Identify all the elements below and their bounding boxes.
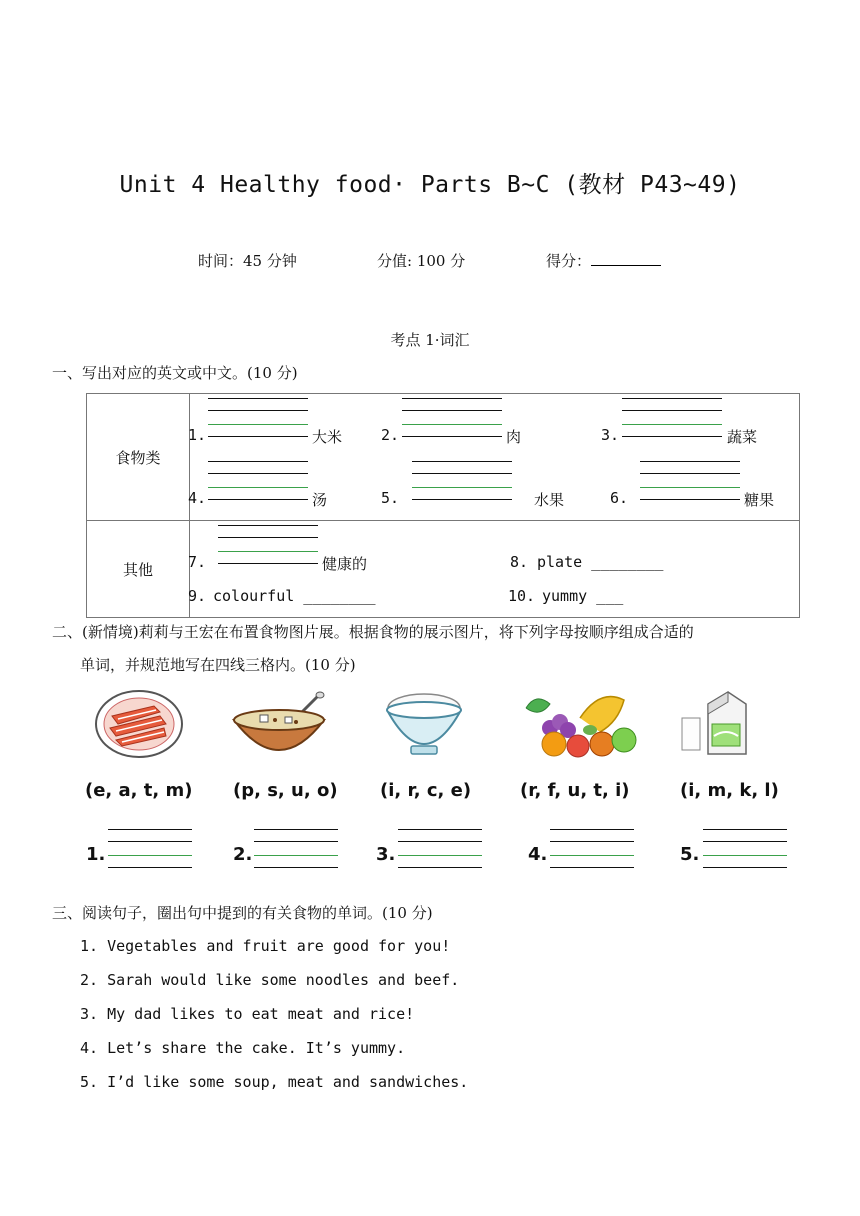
- vocab-answer-grid[interactable]: [402, 398, 502, 434]
- vocab-item-number: 5.: [381, 489, 400, 507]
- grid-line: [550, 855, 634, 856]
- answer-number: 2.: [233, 844, 253, 865]
- sentence-line: 2. Sarah would like some noodles and beef.: [80, 971, 460, 989]
- grid-line: [412, 499, 512, 500]
- sentence-line: 4. Let’s share the cake. It’s yummy.: [80, 1039, 406, 1057]
- grid-line: [108, 855, 192, 856]
- grid-line: [208, 410, 308, 411]
- grid-line: [622, 410, 722, 411]
- grid-line: [622, 398, 722, 399]
- grid-line: [412, 487, 512, 488]
- section2-heading-line2: 单词，并规范地写在四线三格内。(10 分): [80, 656, 356, 674]
- vocab-item-word: 健康的: [322, 555, 368, 573]
- vocab-item-number: 1.: [188, 426, 207, 444]
- grid-line: [254, 829, 338, 830]
- vocab-item-word: 肉: [506, 428, 522, 446]
- grid-line: [208, 424, 308, 425]
- grid-line: [398, 855, 482, 856]
- vocab-item-word: plate ________: [537, 553, 664, 571]
- grid-line: [254, 855, 338, 856]
- grid-line: [703, 829, 787, 830]
- vocab-answer-grid[interactable]: [412, 461, 512, 497]
- score-blank[interactable]: [591, 251, 661, 266]
- vocab-answer-grid[interactable]: [622, 398, 722, 434]
- grid-line: [208, 398, 308, 399]
- score-field[interactable]: [546, 250, 661, 271]
- grid-line: [254, 867, 338, 868]
- word-answer-grid[interactable]: [398, 829, 482, 865]
- section2-heading-line1: 二、(新情境)莉莉与王宏在布置食物图片展。根据食物的展示图片，将下列字母按顺序组成合适的: [52, 623, 694, 641]
- grid-line: [402, 424, 502, 425]
- grid-line: [208, 473, 308, 474]
- grid-line: [622, 424, 722, 425]
- sentence-line: 5. I’d like some soup, meat and sandwiches.: [80, 1073, 469, 1091]
- word-answer-grid[interactable]: [550, 829, 634, 865]
- rice-bowl-image: [383, 688, 465, 760]
- category-other: 其他: [87, 521, 190, 618]
- fruit-image: [520, 688, 644, 760]
- sentence-line: 1. Vegetables and fruit are good for you!: [80, 937, 451, 955]
- score-value-label: 分值: 100 分: [377, 252, 466, 270]
- grid-line: [108, 829, 192, 830]
- grid-line: [108, 841, 192, 842]
- letter-group: (i, r, c, e): [380, 780, 472, 801]
- topic-heading: 考点 1·词汇: [390, 331, 470, 349]
- page-title: Unit 4 Healthy food· Parts B~C (教材 P43~49): [119, 172, 741, 198]
- letter-group: (i, m, k, l): [680, 780, 779, 801]
- vocab-item-number: 9.: [188, 587, 207, 605]
- grid-line: [550, 829, 634, 830]
- vocab-item-number: 7.: [188, 553, 207, 571]
- vocab-item-number: 4.: [188, 489, 207, 507]
- grid-line: [218, 563, 318, 564]
- section1-heading: 一、写出对应的英文或中文。(10 分): [52, 364, 298, 382]
- vocab-answer-grid[interactable]: [640, 461, 740, 497]
- answer-number: 3.: [376, 844, 396, 865]
- grid-line: [412, 473, 512, 474]
- vocab-item-word: 蔬菜: [727, 428, 758, 446]
- vocab-item-number: 10.: [508, 587, 536, 605]
- grid-line: [208, 436, 308, 437]
- vocab-item-word: 水果: [534, 491, 565, 509]
- grid-line: [622, 436, 722, 437]
- grid-line: [640, 473, 740, 474]
- grid-line: [703, 867, 787, 868]
- word-answer-grid[interactable]: [703, 829, 787, 865]
- vocab-answer-grid[interactable]: [208, 398, 308, 434]
- vocab-answer-grid[interactable]: [218, 525, 318, 561]
- vocab-item-word: 糖果: [744, 491, 775, 509]
- answer-number: 4.: [528, 844, 548, 865]
- milk-image: [678, 688, 750, 760]
- grid-line: [218, 525, 318, 526]
- section3-heading: 三、阅读句子，圈出句中提到的有关食物的单词。(10 分): [52, 904, 433, 922]
- vocab-item-word: 大米: [312, 428, 343, 446]
- vocab-item-word: 汤: [312, 491, 328, 509]
- vocab-item-word: yummy ___: [542, 587, 624, 605]
- answer-number: 5.: [680, 844, 700, 865]
- grid-line: [218, 551, 318, 552]
- time-label: 时间：45 分钟: [198, 252, 297, 270]
- grid-line: [218, 537, 318, 538]
- grid-line: [398, 841, 482, 842]
- grid-line: [108, 867, 192, 868]
- meat-plate-image: [94, 688, 184, 760]
- category-food: 食物类: [87, 394, 190, 521]
- vocab-answer-grid[interactable]: [208, 461, 308, 497]
- score-label: 得分：: [546, 252, 592, 270]
- sentence-line: 3. My dad likes to eat meat and rice!: [80, 1005, 415, 1023]
- grid-line: [412, 461, 512, 462]
- answer-number: 1.: [86, 844, 106, 865]
- grid-line: [254, 841, 338, 842]
- grid-line: [550, 841, 634, 842]
- vocab-item-number: 2.: [381, 426, 400, 444]
- grid-line: [402, 398, 502, 399]
- grid-line: [703, 855, 787, 856]
- grid-line: [703, 841, 787, 842]
- vocab-item-number: 6.: [610, 489, 629, 507]
- grid-line: [208, 461, 308, 462]
- vocab-item-number: 3.: [601, 426, 620, 444]
- letter-group: (e, a, t, m): [85, 780, 193, 801]
- grid-line: [550, 867, 634, 868]
- grid-line: [208, 499, 308, 500]
- vocab-item-number: 8.: [510, 553, 529, 571]
- grid-line: [640, 487, 740, 488]
- soup-bowl-image: [230, 690, 328, 758]
- word-answer-grid[interactable]: [254, 829, 338, 865]
- grid-line: [640, 499, 740, 500]
- grid-line: [398, 829, 482, 830]
- grid-line: [640, 461, 740, 462]
- letter-group: (p, s, u, o): [233, 780, 338, 801]
- word-answer-grid[interactable]: [108, 829, 192, 865]
- vocab-item-word: colourful ________: [213, 587, 376, 605]
- grid-line: [402, 410, 502, 411]
- letter-group: (r, f, u, t, i): [520, 780, 630, 801]
- grid-line: [398, 867, 482, 868]
- grid-line: [208, 487, 308, 488]
- grid-line: [402, 436, 502, 437]
